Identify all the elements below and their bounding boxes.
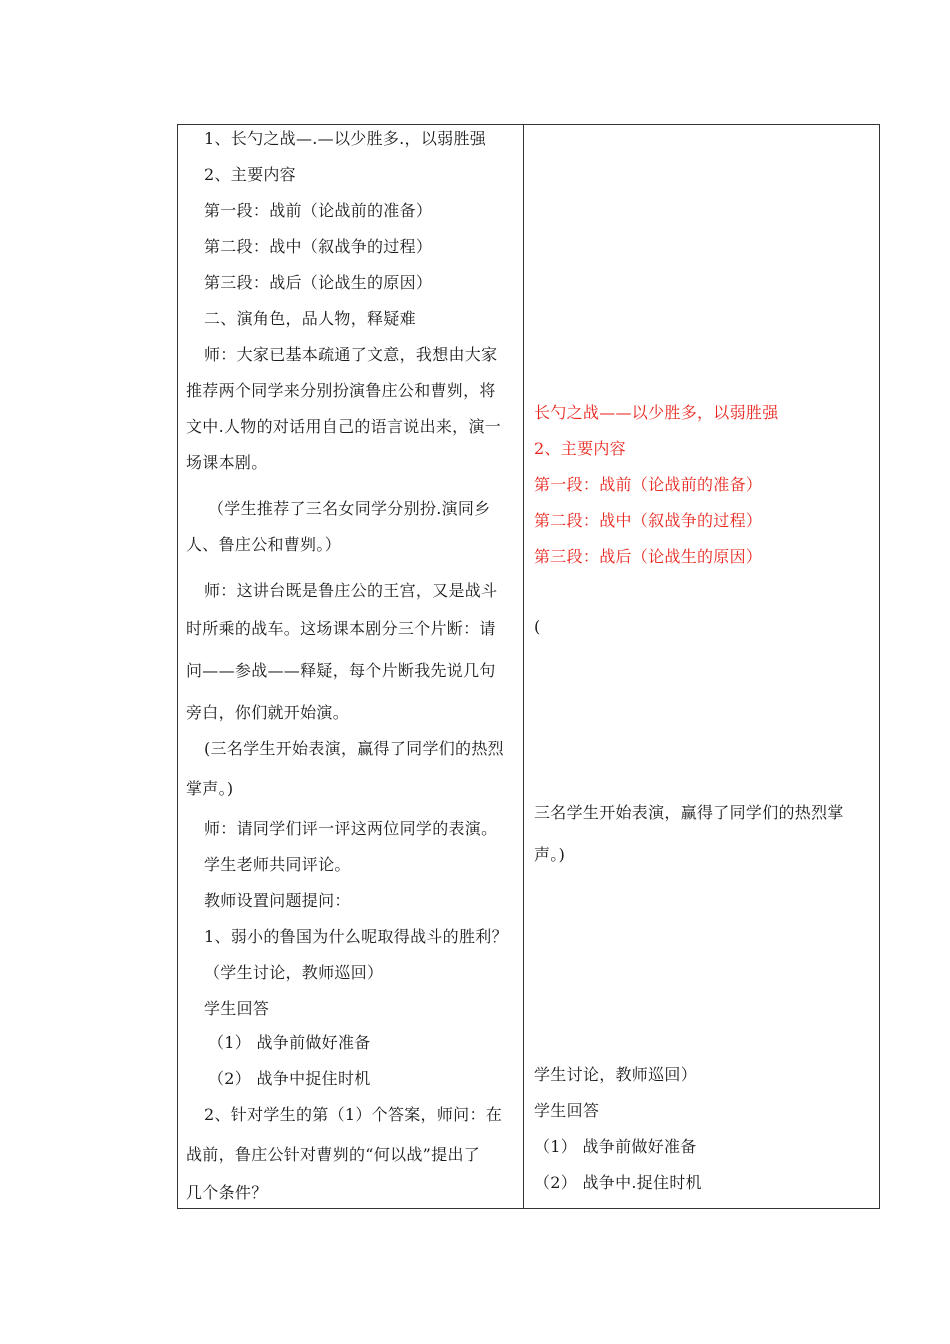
right-red-line-4: 第二段：战中（叙战争的过程） xyxy=(534,511,763,530)
left-line-1: 1、长勺之战—.—以少胜多.，以弱胜强 xyxy=(204,129,487,148)
left-line-13: 师：这讲台既是鲁庄公的王宫，又是战斗 xyxy=(204,581,498,600)
left-line-25: （1） 战争前做好准备 xyxy=(208,1033,371,1052)
left-line-24: 学生回答 xyxy=(204,999,270,1018)
left-line-26: （2） 战争中捉住时机 xyxy=(208,1069,371,1088)
left-line-8: 推荐两个同学来分别扮演鲁庄公和曹刿，将 xyxy=(186,381,496,400)
left-line-9: 文中.人物的对话用自己的语言说出来，演一 xyxy=(186,417,502,436)
left-line-22: 1、弱小的鲁国为什么呢取得战斗的胜利？ xyxy=(204,927,508,946)
left-line-19: 师：请同学们评一评这两位同学的表演。 xyxy=(204,819,498,838)
left-line-21: 教师设置问题提问： xyxy=(204,891,351,910)
right-red-line-5: 第三段：战后（论战生的原因） xyxy=(534,547,763,566)
left-line-17: (三名学生开始表演，赢得了同学们的热烈 xyxy=(204,739,504,758)
left-line-16: 旁白，你们就开始演。 xyxy=(186,703,350,722)
right-red-line-1: 长勺之战——以少胜多，以弱胜强 xyxy=(534,403,779,422)
right-performance-line-2: 声。) xyxy=(534,845,566,864)
right-red-line-3: 第一段：战前（论战前的准备） xyxy=(534,475,763,494)
left-line-15: 问——参战——释疑，每个片断我先说几句 xyxy=(186,661,496,680)
right-discussion-line-4: （2） 战争中.捉住时机 xyxy=(534,1173,702,1192)
right-discussion-line-2: 学生回答 xyxy=(534,1101,600,1120)
left-line-14: 时所乘的战车。这场课本剧分三个片断：请 xyxy=(186,619,496,638)
left-line-12: 人、鲁庄公和曹刿。） xyxy=(186,535,342,554)
right-discussion-line-3: （1） 战争前做好准备 xyxy=(534,1137,697,1156)
right-red-line-2: 2、主要内容 xyxy=(534,439,626,458)
left-line-7: 师：大家已基本疏通了文意，我想由大家 xyxy=(204,345,498,364)
left-line-23: （学生讨论，教师巡回） xyxy=(204,963,384,982)
left-line-27: 2、针对学生的第（1）个答案，师问：在 xyxy=(204,1105,503,1124)
left-line-11: （学生推荐了三名女同学分别扮.演同乡 xyxy=(208,499,491,518)
right-discussion-line-1: 学生讨论，教师巡回） xyxy=(534,1065,698,1084)
teaching-process-column xyxy=(178,125,524,1209)
student-activity-column xyxy=(524,125,880,1209)
left-line-3: 第一段：战前（论战前的准备） xyxy=(204,201,433,220)
right-performance-line-1: 三名学生开始表演，赢得了同学们的热烈掌 xyxy=(534,803,844,822)
left-line-29: 几个条件？ xyxy=(186,1183,268,1202)
left-line-6: 二、演角色，品人物，释疑难 xyxy=(204,309,416,328)
left-line-5: 第三段：战后（论战生的原因） xyxy=(204,273,433,292)
left-line-20: 学生老师共同评论。 xyxy=(204,855,351,874)
left-line-10: 场课本剧。 xyxy=(186,453,268,472)
right-paren: ( xyxy=(534,617,541,636)
left-line-28: 战前，鲁庄公针对曹刿的“何以战”提出了 xyxy=(186,1145,481,1164)
left-line-4: 第二段：战中（叙战争的过程） xyxy=(204,237,433,256)
left-line-2: 2、主要内容 xyxy=(204,165,296,184)
lesson-plan-table xyxy=(177,124,880,1209)
left-line-18: 掌声。) xyxy=(186,779,234,798)
